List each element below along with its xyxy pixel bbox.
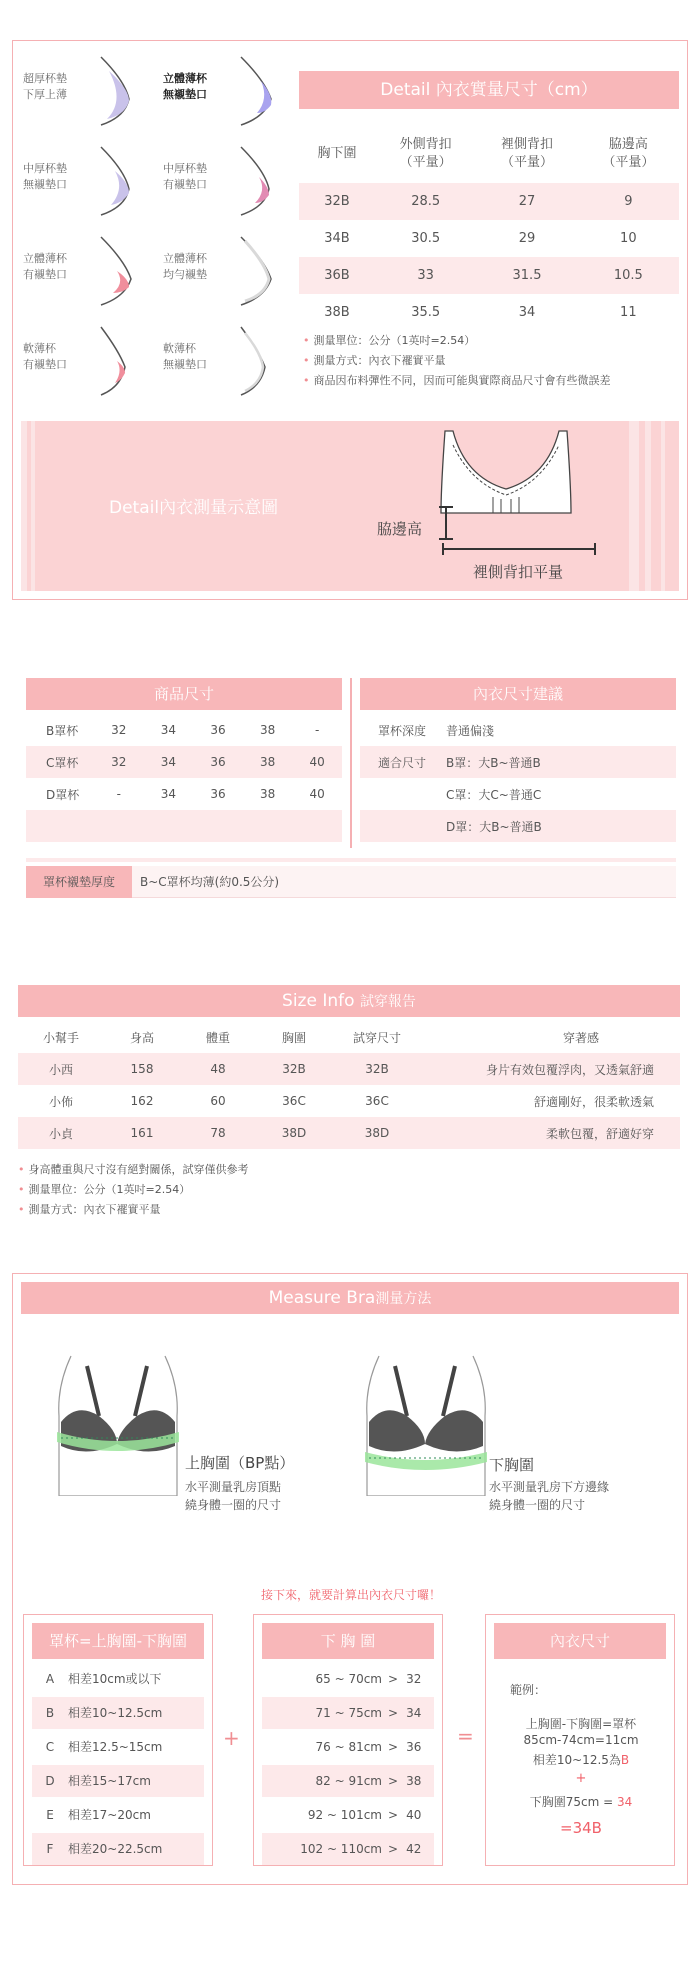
size-advice-table <box>360 714 676 842</box>
advice-value: B罩：大B~普通B <box>446 746 676 778</box>
diagram-title: Detail內衣測量示意圖 <box>109 498 279 518</box>
table-row <box>26 746 342 778</box>
table-cell: 36 <box>193 746 243 778</box>
cup-type-label: 軟薄杯 有襯墊口 <box>23 342 67 371</box>
table-row <box>360 810 676 842</box>
table-header: 胸圍 <box>281 1030 306 1045</box>
table-cell: 38 <box>243 746 293 778</box>
table-cell: 40 <box>309 787 325 801</box>
table-header: 試穿尺寸 <box>352 1030 401 1045</box>
cup-label <box>26 810 94 842</box>
lower-bust-desc: 繞身體一圈的尺寸 <box>489 1498 586 1512</box>
table-row <box>360 714 676 746</box>
cup-type-label: 立體薄杯 均勻襯墊 <box>163 252 207 281</box>
example-line: 上胸圍-下胸圍=罩杯 <box>525 1717 637 1731</box>
decorative-stripe <box>645 421 651 591</box>
product-size-panel <box>26 678 342 842</box>
example-plus: + <box>575 1771 587 1786</box>
table-cell: 78 <box>180 1117 256 1149</box>
equal-sign: = <box>457 1724 474 1748</box>
measure-bra-title <box>21 1282 679 1314</box>
under-bust-row: 102 ~ 110cm > 42 <box>262 1833 434 1865</box>
cup-type-item <box>23 231 163 311</box>
table-cell: 11 <box>620 305 637 320</box>
divider <box>26 858 676 862</box>
table-header-row <box>18 1021 680 1053</box>
cup-type-label: 中厚杯墊 無襯墊口 <box>23 162 67 191</box>
cup-profile-icon <box>95 231 155 311</box>
table-cell: 32 <box>94 746 144 778</box>
table-cell: 10.5 <box>578 257 679 294</box>
table-cell: 小貞 <box>18 1117 104 1149</box>
upper-bust-title: 上胸圍（BP點） <box>185 1454 295 1472</box>
table-cell: 162 <box>130 1094 154 1108</box>
advice-label <box>360 810 446 842</box>
table-row <box>26 714 342 746</box>
table-cell: 32B <box>299 183 375 220</box>
cup-profile-icon <box>235 321 295 401</box>
table-cell: 36 <box>210 787 226 801</box>
pad-thickness-label: 罩杯襯墊厚度 <box>26 866 132 898</box>
note-line: • 身高體重與尺寸沒有絕對關係，試穿僅供參考 <box>18 1163 249 1176</box>
table-cell: 柔軟包覆，舒適好穿 <box>422 1117 680 1149</box>
table-header: 小幫手 <box>42 1030 79 1045</box>
under-bust-row: 76 ~ 81cm > 36 <box>315 1740 422 1754</box>
advice-value: D罩：大B~普通B <box>446 810 676 842</box>
table-cell: 身片有效包覆浮肉，又透氣舒適 <box>422 1053 680 1085</box>
cup-profile-icon <box>235 51 295 131</box>
table-row <box>360 746 676 778</box>
cup-label: B罩杯 <box>46 723 79 738</box>
detail-section <box>12 40 688 600</box>
example-line: 下胸圍75cm = 34 <box>529 1795 633 1809</box>
table-cell: 34 <box>160 787 177 801</box>
advice-label: 適合尺寸 <box>360 746 446 778</box>
cup-row: C 相差12.5~15cm <box>45 1740 163 1754</box>
table-cell: - <box>116 787 121 801</box>
table-cell <box>94 810 342 842</box>
cup-label: D罩杯 <box>46 787 80 802</box>
under-bust-row: 92 ~ 101cm > 40 <box>307 1808 422 1822</box>
upper-bust-desc: 水平測量乳房頂點 <box>185 1480 282 1494</box>
table-cell: 34 <box>144 746 194 778</box>
cup-type-item <box>163 231 303 311</box>
measure-bra-title-zh: 測量方法 <box>375 1291 432 1307</box>
plus-sign: + <box>223 1726 240 1750</box>
table-row <box>299 220 679 257</box>
table-row <box>299 294 679 331</box>
product-size-title: 商品尺寸 <box>26 678 342 710</box>
table-cell: 35.5 <box>411 305 441 320</box>
result-title: 內衣尺寸 <box>494 1623 666 1659</box>
table-cell: 小佈 <box>48 1094 73 1109</box>
table-cell: 48 <box>180 1053 256 1085</box>
upper-bust-desc: 繞身體一圈的尺寸 <box>185 1498 282 1512</box>
example-line: 85cm-74cm=11cm <box>523 1733 639 1747</box>
size-info-table <box>18 1021 680 1149</box>
note-line: • 測量單位：公分（1英吋=2.54） <box>18 1183 191 1196</box>
measure-table-title: Detail 內衣實量尺寸（cm） <box>299 71 679 109</box>
size-advice-panel <box>360 678 676 842</box>
table-header-row <box>299 125 679 183</box>
note-line: • 測量單位：公分（1英吋=2.54） <box>303 334 476 347</box>
table-cell: 30.5 <box>411 231 441 246</box>
table-cell: 34 <box>160 723 177 737</box>
under-bust-box <box>253 1614 443 1866</box>
table-header: 外側背扣 （平量） <box>399 137 452 170</box>
size-info-title-en: Size Info <box>282 991 355 1011</box>
table-cell: 31.5 <box>476 257 577 294</box>
measure-bra-section <box>12 1273 688 1885</box>
table-cell: 34B <box>324 231 350 246</box>
cup-profile-icon <box>95 51 155 131</box>
cup-profile-icon <box>95 141 155 221</box>
decorative-stripe <box>629 421 639 591</box>
table-cell: 29 <box>518 231 536 246</box>
table-cell: 36 <box>210 723 226 737</box>
decorative-stripe <box>31 421 35 591</box>
table-cell: 38 <box>259 723 276 737</box>
under-bust-row: 71 ~ 75cm > 34 <box>262 1697 434 1729</box>
result-box <box>485 1614 675 1866</box>
table-header: 裡側背扣 （平量） <box>500 137 553 170</box>
table-cell: 9 <box>578 183 679 220</box>
size-info-notes <box>18 1160 249 1220</box>
side-height-label: 脇邊高 <box>377 520 423 538</box>
back-width-label: 裡側背扣平量 <box>473 563 564 581</box>
cup-profile-icon <box>235 231 295 311</box>
pad-thickness-value: B~C罩杯均薄(約0.5公分) <box>140 875 280 889</box>
next-step-text: 接下來，就要計算出內衣尺寸囉！ <box>260 1588 441 1602</box>
cup-type-label: 軟薄杯 無襯墊口 <box>163 342 207 371</box>
table-cell: 28.5 <box>375 183 476 220</box>
under-bust-title: 下 胸 圍 <box>262 1623 434 1659</box>
table-row <box>18 1117 680 1149</box>
cup-type-item <box>163 51 303 131</box>
table-cell: 32 <box>111 723 127 737</box>
cup-row: F 相差20~22.5cm <box>32 1833 204 1865</box>
cup-type-item <box>163 321 303 401</box>
cup-type-item <box>23 51 163 131</box>
cup-row: A 相差10cm或以下 <box>45 1672 162 1686</box>
table-cell: 36C <box>365 1094 389 1108</box>
cup-row: B 相差10~12.5cm <box>32 1697 204 1729</box>
table-cell: 161 <box>104 1117 180 1149</box>
advice-value: 普通偏淺 <box>446 723 495 738</box>
table-row <box>18 1085 680 1117</box>
cup-type-label: 中厚杯墊 有襯墊口 <box>163 162 207 191</box>
table-header: 體重 <box>205 1030 230 1045</box>
cup-row: D 相差15~17cm <box>32 1765 204 1797</box>
table-cell: 33 <box>375 257 476 294</box>
example-label: 範例： <box>510 1683 547 1697</box>
product-size-table <box>26 714 342 842</box>
table-cell: 38B <box>324 305 350 320</box>
table-cell: 34 <box>518 305 536 320</box>
decorative-stripe <box>21 421 27 591</box>
table-cell: 38 <box>259 787 276 801</box>
advice-label <box>360 778 446 810</box>
cup-type-label: 立體薄杯 有襯墊口 <box>23 252 67 281</box>
upper-bust-figure-icon <box>47 1346 187 1496</box>
measure-diagram <box>21 421 679 591</box>
table-cell: 32B <box>256 1053 332 1085</box>
table-cell: 36C <box>282 1094 306 1108</box>
example-line: 相差10~12.5為B <box>532 1753 630 1767</box>
table-row <box>360 778 676 810</box>
measure-notes <box>303 331 611 391</box>
cup-row: E 相差17~20cm <box>46 1808 151 1822</box>
under-bust-row: 82 ~ 91cm > 38 <box>262 1765 434 1797</box>
cup-profile-icon <box>235 141 295 221</box>
cup-type-label: 立體薄杯 無襯墊口 <box>163 72 207 101</box>
table-row <box>18 1053 680 1085</box>
cup-type-item <box>23 141 163 221</box>
table-cell: 38D <box>256 1117 332 1149</box>
table-row <box>26 778 342 810</box>
cup-type-label: 超厚杯墊 下厚上薄 <box>23 72 67 101</box>
table-header: 身高 <box>129 1030 154 1045</box>
divider <box>350 678 352 848</box>
cup-type-item <box>23 321 163 401</box>
table-cell: 小西 <box>18 1053 104 1085</box>
lower-bust-desc: 水平測量乳房下方邊緣 <box>489 1480 610 1494</box>
decorative-stripe <box>661 421 665 591</box>
measure-bra-title-en: Measure Bra <box>268 1288 376 1308</box>
size-advice-title: 內衣尺寸建議 <box>360 678 676 710</box>
measure-table <box>299 125 679 331</box>
pad-thickness-row <box>26 866 676 898</box>
table-cell: 158 <box>104 1053 180 1085</box>
table-row <box>299 183 679 220</box>
note-line: • 測量方式：內衣下襬實平量 <box>18 1203 161 1216</box>
example-result: =34B <box>560 1819 602 1837</box>
cup-profile-icon <box>95 321 155 401</box>
table-cell: 27 <box>476 183 577 220</box>
cup-calc-title: 罩杯=上胸圍-下胸圍 <box>32 1623 204 1659</box>
table-cell: 舒適剛好，很柔軟透氣 <box>533 1094 654 1109</box>
cup-label: C罩杯 <box>26 746 94 778</box>
table-cell: 38D <box>332 1117 422 1149</box>
table-cell: - <box>315 723 320 737</box>
advice-label: 罩杯深度 <box>378 723 427 738</box>
table-cell: 36B <box>299 257 375 294</box>
table-header: 脇邊高 （平量） <box>602 137 655 170</box>
size-info-title <box>18 985 680 1017</box>
table-row <box>26 810 342 842</box>
table-row <box>299 257 679 294</box>
table-cell: 40 <box>292 746 342 778</box>
advice-value: C罩：大C~普通C <box>446 787 542 802</box>
size-info-title-zh: 試穿報告 <box>359 994 416 1010</box>
table-cell: 10 <box>620 231 637 246</box>
note-line: • 測量方式：內衣下襬實平量 <box>303 354 446 367</box>
table-header: 胸下圍 <box>317 146 357 161</box>
table-cell: 60 <box>210 1094 226 1108</box>
note-line: • 商品因布料彈性不同，因而可能與實際商品尺寸會有些微誤差 <box>303 374 611 387</box>
lower-bust-figure-icon <box>355 1346 495 1496</box>
cup-calc-box <box>23 1614 213 1866</box>
lower-bust-title: 下胸圍 <box>489 1456 535 1474</box>
under-bust-row: 65 ~ 70cm > 32 <box>315 1672 422 1686</box>
table-header: 穿著感 <box>562 1030 599 1045</box>
cup-type-item <box>163 141 303 221</box>
table-cell: 32B <box>332 1053 422 1085</box>
